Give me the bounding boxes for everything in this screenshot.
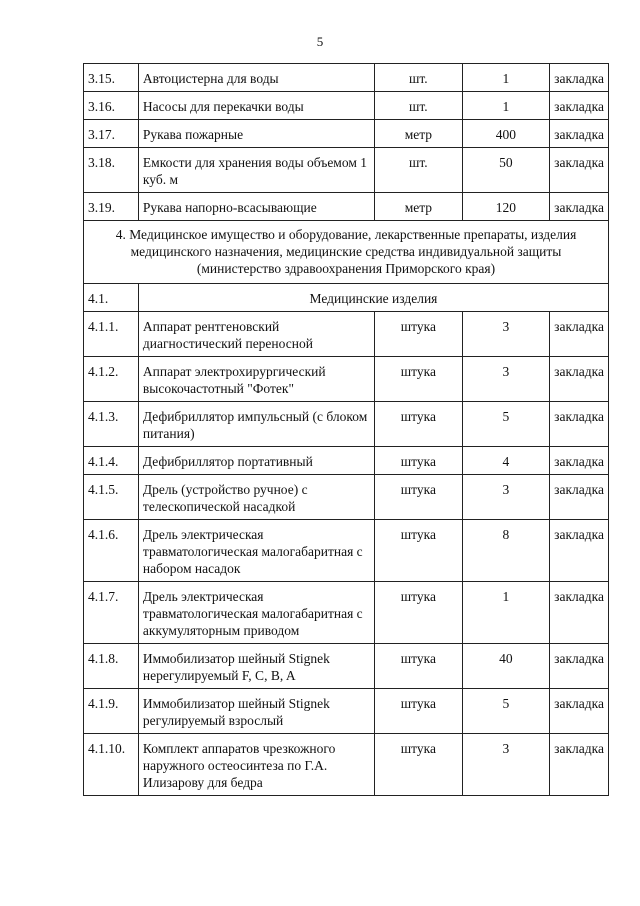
reserve-type-cell: закладка [550,312,609,357]
reserve-type-cell: закладка [550,520,609,582]
subsection-number: 4.1. [84,284,139,312]
item-name: Дрель электрическая травматологическая малогабаритная с аккумуляторным приводом [138,582,374,644]
item-name: Емкости для хранения воды объемом 1 куб. м [138,148,374,193]
table-row [84,734,609,796]
table-row [84,312,609,357]
item-name: Дрель (устройство ручное) с телескопической насадкой [138,475,374,520]
quantity-cell: 50 [462,148,550,193]
table-row [84,357,609,402]
item-name: Автоцистерна для воды [138,64,374,92]
unit-cell: штука [375,402,463,447]
table-row [84,92,609,120]
row-number: 3.15. [84,64,139,92]
quantity-cell: 120 [462,193,550,221]
item-name: Рукава пожарные [138,120,374,148]
table-row [84,148,609,193]
table-body-before [84,64,609,221]
row-number: 3.17. [84,120,139,148]
inventory-table [83,63,609,796]
section-header-row [84,221,609,284]
row-number: 3.18. [84,148,139,193]
unit-cell: штука [375,357,463,402]
unit-cell: штука [375,312,463,357]
table-body-after [84,312,609,796]
reserve-type-cell: закладка [550,148,609,193]
section-title: 4. Медицинское имущество и оборудование, лекарственные препараты, изделия медицинского назначения, медицинские средства индивидуальной защиты (министерство здравоохранения Приморского края) [84,221,609,284]
row-number: 3.16. [84,92,139,120]
quantity-cell: 1 [462,582,550,644]
subsection-title: Медицинские изделия [138,284,608,312]
quantity-cell: 1 [462,92,550,120]
unit-cell: шт. [375,64,463,92]
row-number: 3.19. [84,193,139,221]
page-number: 5 [316,34,324,49]
reserve-type-cell: закладка [550,402,609,447]
row-number: 4.1.4. [84,447,139,475]
unit-cell: штука [375,689,463,734]
unit-cell: штука [375,734,463,796]
row-number: 4.1.9. [84,689,139,734]
reserve-type-cell: закладка [550,64,609,92]
quantity-cell: 5 [462,689,550,734]
unit-cell: штука [375,475,463,520]
item-name: Иммобилизатор шейный Stignek регулируемый взрослый [138,689,374,734]
reserve-type-cell: закладка [550,582,609,644]
row-number: 4.1.2. [84,357,139,402]
table-row [84,402,609,447]
row-number: 4.1.3. [84,402,139,447]
table-row [84,193,609,221]
quantity-cell: 3 [462,312,550,357]
item-name: Рукава напорно-всасывающие [138,193,374,221]
reserve-type-cell: закладка [550,120,609,148]
reserve-type-cell: закладка [550,689,609,734]
table-row [84,447,609,475]
quantity-cell: 1 [462,64,550,92]
row-number: 4.1.7. [84,582,139,644]
reserve-type-cell: закладка [550,447,609,475]
item-name: Комплект аппаратов чрезкожного наружного остеосинтеза по Г.А. Илизарову для бедра [138,734,374,796]
section-header-group [84,221,609,312]
unit-cell: штука [375,582,463,644]
row-number: 4.1.6. [84,520,139,582]
table-row [84,120,609,148]
table-row [84,64,609,92]
unit-cell: штука [375,447,463,475]
item-name: Аппарат электрохирургический высокочастотный "Фотек" [138,357,374,402]
quantity-cell: 4 [462,447,550,475]
quantity-cell: 3 [462,734,550,796]
row-number: 4.1.8. [84,644,139,689]
unit-cell: метр [375,193,463,221]
reserve-type-cell: закладка [550,475,609,520]
quantity-cell: 400 [462,120,550,148]
table-row [84,475,609,520]
item-name: Насосы для перекачки воды [138,92,374,120]
row-number: 4.1.1. [84,312,139,357]
row-number: 4.1.10. [84,734,139,796]
table-row [84,644,609,689]
table-row [84,689,609,734]
unit-cell: штука [375,520,463,582]
item-name: Дрель электрическая травматологическая малогабаритная с набором насадок [138,520,374,582]
item-name: Аппарат рентгеновский диагностический переносной [138,312,374,357]
item-name: Дефибриллятор импульсный (с блоком питания) [138,402,374,447]
quantity-cell: 3 [462,357,550,402]
subsection-row [84,284,609,312]
unit-cell: штука [375,644,463,689]
reserve-type-cell: закладка [550,92,609,120]
unit-cell: шт. [375,148,463,193]
quantity-cell: 40 [462,644,550,689]
unit-cell: шт. [375,92,463,120]
reserve-type-cell: закладка [550,357,609,402]
table-row [84,582,609,644]
quantity-cell: 8 [462,520,550,582]
quantity-cell: 3 [462,475,550,520]
row-number: 4.1.5. [84,475,139,520]
reserve-type-cell: закладка [550,193,609,221]
item-name: Дефибриллятор портативный [138,447,374,475]
quantity-cell: 5 [462,402,550,447]
table-row [84,520,609,582]
item-name: Иммобилизатор шейный Stignek нерегулируемый F, C, B, A [138,644,374,689]
reserve-type-cell: закладка [550,644,609,689]
reserve-type-cell: закладка [550,734,609,796]
unit-cell: метр [375,120,463,148]
